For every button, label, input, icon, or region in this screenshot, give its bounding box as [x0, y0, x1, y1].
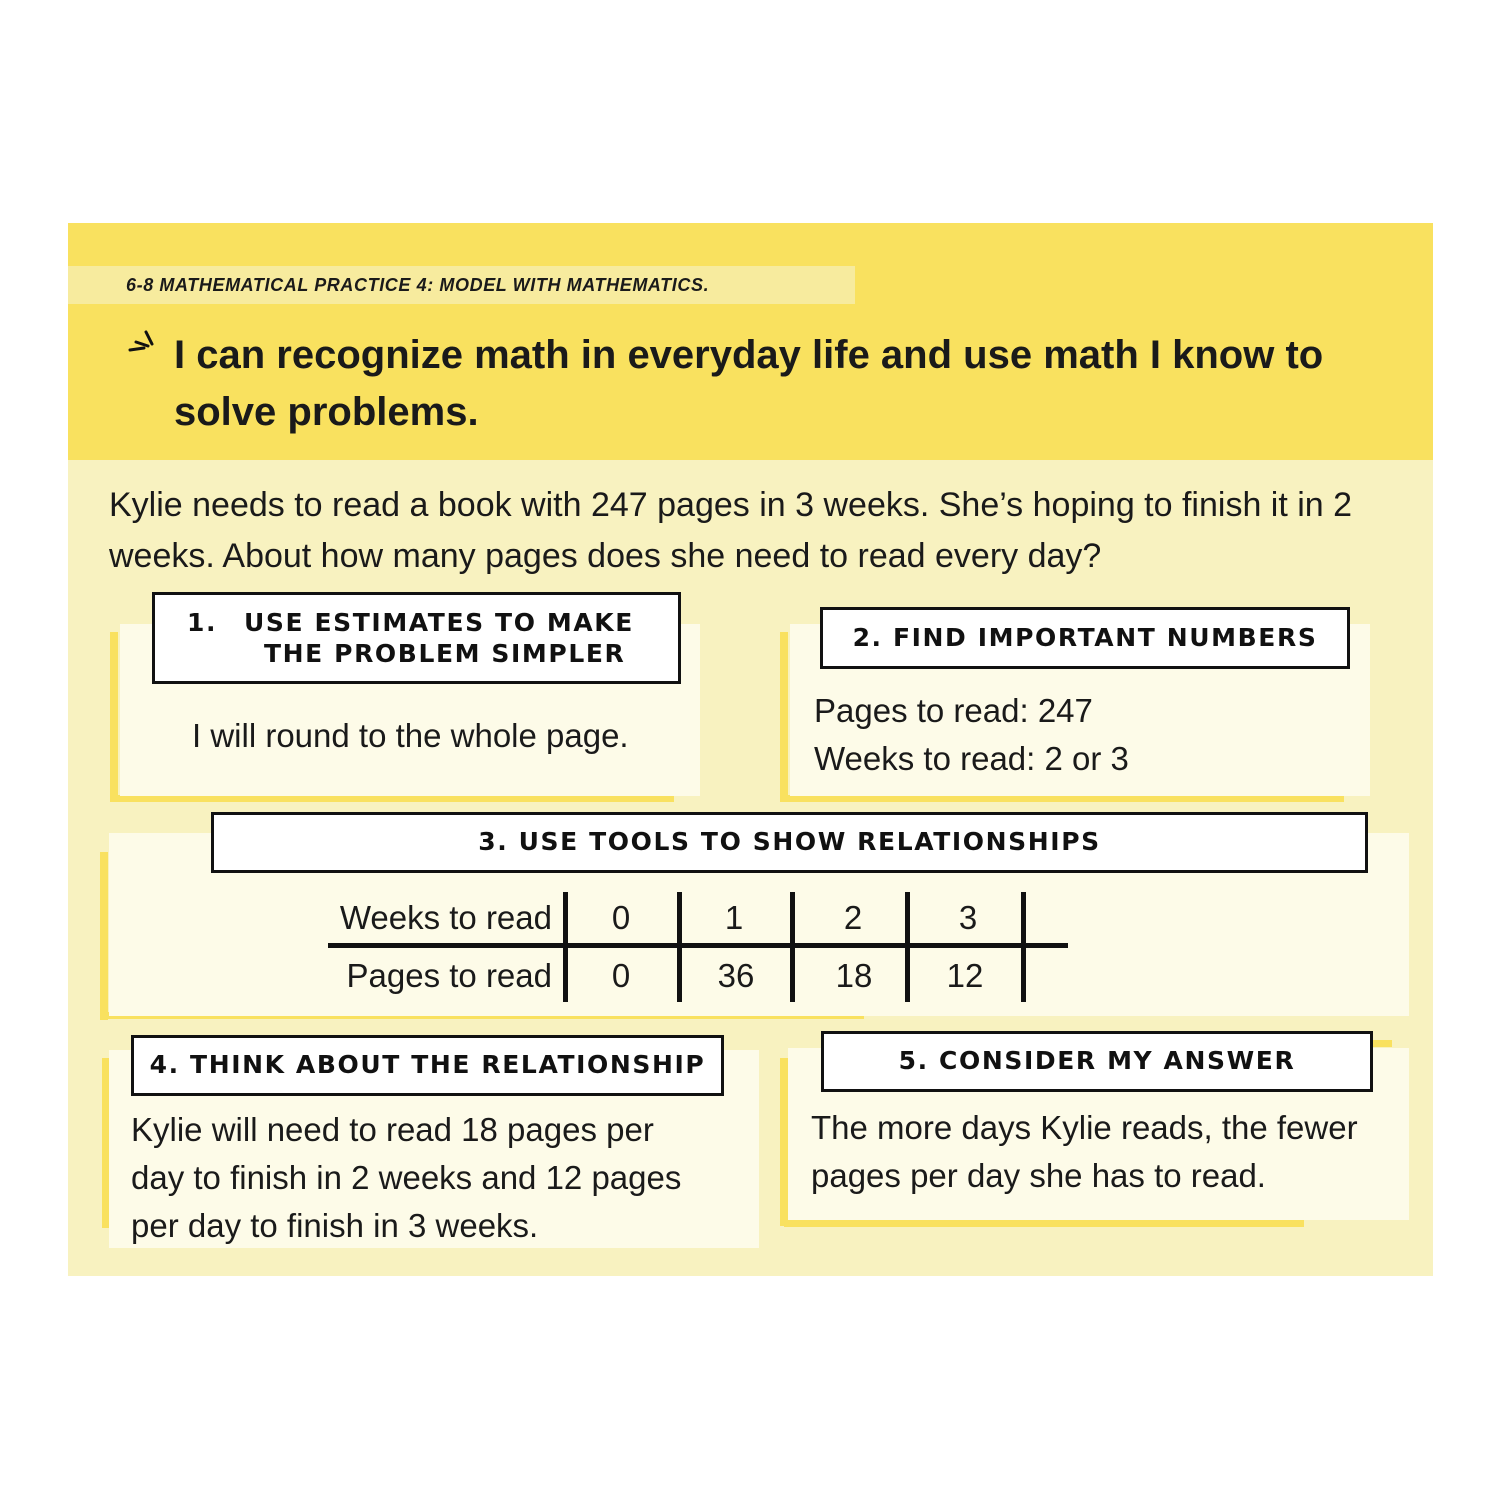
step1-title-line1: USE ESTIMATES TO MAKE	[244, 608, 634, 637]
table-cell-weeks-2: 2	[843, 899, 863, 936]
table-divider-5	[1021, 892, 1026, 1002]
step2-line-weeks: Weeks to read: 2 or 3	[814, 740, 1129, 777]
table-cell-pages-3: 12	[946, 957, 984, 994]
step1-heading	[152, 592, 681, 684]
step5-highlight-bottom	[784, 1220, 1304, 1227]
standard-text: 6-8 MATHEMATICAL PRACTICE 4: MODEL WITH MATHEMATICS.	[126, 275, 710, 295]
step1-highlight-left	[110, 632, 118, 802]
step2-line-pages: Pages to read: 247	[814, 692, 1093, 729]
table-divider-horizontal	[328, 943, 1068, 948]
table-cell-pages-1: 36	[717, 957, 755, 994]
standard-label	[68, 266, 855, 304]
step3-heading	[211, 812, 1368, 873]
problem-statement: Kylie needs to read a book with 247 pages in 3 weeks. She’s hoping to finish it in 2 weeks. About how many pages does she need to read every day?	[109, 486, 1353, 575]
step4-line-2: day to finish in 2 weeks and 12 pages	[131, 1159, 682, 1196]
step2-highlight-bottom	[784, 795, 1344, 802]
step4-line-1: Kylie will need to read 18 pages per	[131, 1111, 654, 1148]
step4-text	[131, 1106, 681, 1250]
table-cell-weeks-3: 3	[958, 899, 978, 936]
step5-line-1: The more days Kylie reads, the fewer	[811, 1109, 1358, 1146]
table-divider-3	[790, 892, 795, 1002]
table-cell-weeks-0: 0	[611, 899, 631, 936]
step2-highlight-left	[780, 632, 788, 802]
step3-highlight-left	[100, 852, 108, 1020]
step1-highlight-bottom	[114, 795, 674, 802]
table-row-label-pages: Pages to read	[346, 957, 552, 994]
burst-icon	[128, 328, 164, 362]
table-divider-4	[905, 892, 910, 1002]
table-divider-1	[563, 892, 568, 1002]
step4-title: 4. THINK ABOUT THE RELATIONSHIP	[149, 1050, 706, 1079]
step4-heading	[131, 1035, 724, 1096]
step5-line-2: pages per day she has to read.	[811, 1157, 1266, 1194]
step3-title: 3. USE TOOLS TO SHOW RELATIONSHIPS	[478, 827, 1101, 856]
learning-goal: I can recognize math in everyday life and use math I know to solve problems.	[174, 333, 1324, 434]
step2-heading	[820, 607, 1350, 669]
table-row-label-weeks: Weeks to read	[339, 899, 552, 936]
step1-number: 1.	[187, 608, 218, 637]
table-cell-pages-2: 18	[835, 957, 873, 994]
table-cell-pages-0: 0	[611, 957, 631, 994]
step5-text	[811, 1104, 1358, 1200]
step1-text: I will round to the whole page.	[192, 717, 629, 754]
table-divider-2	[677, 892, 682, 1002]
step5-highlight-corner	[1372, 1040, 1392, 1047]
step1-title-line2: THE PROBLEM SIMPLER	[264, 639, 626, 668]
step2-text	[814, 687, 1129, 783]
step5-highlight-left	[780, 1058, 788, 1226]
step5-title: 5. CONSIDER MY ANSWER	[898, 1046, 1296, 1075]
step5-heading	[821, 1031, 1373, 1092]
table-cell-weeks-1: 1	[724, 899, 744, 936]
step4-line-3: per day to finish in 3 weeks.	[131, 1207, 539, 1244]
step2-title: 2. FIND IMPORTANT NUMBERS	[852, 623, 1318, 652]
